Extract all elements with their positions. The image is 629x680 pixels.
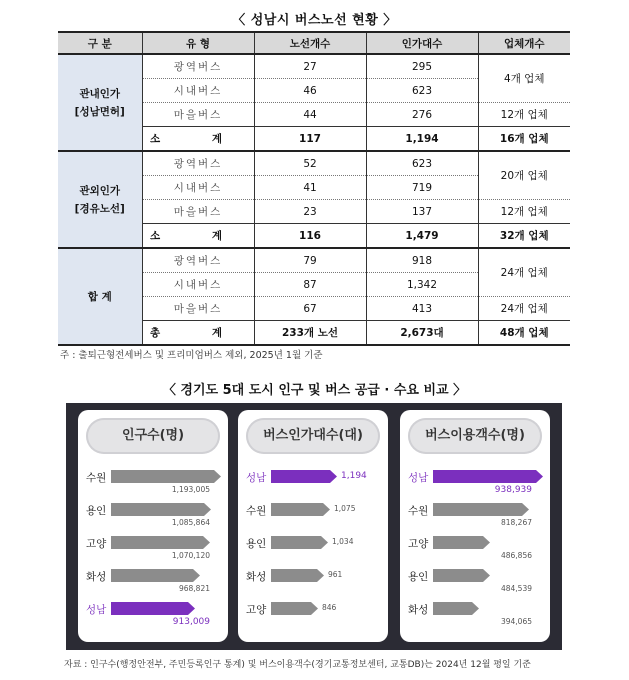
bar-value: 486,856 <box>500 551 532 560</box>
header-routes: 노선개수 <box>254 32 366 54</box>
compare-title: 〈 경기도 5대 도시 인구 및 버스 공급 · 수요 비교 〉 <box>162 383 467 398</box>
routes-cell: 44 <box>254 103 366 127</box>
group-label-line2: [경유노선] <box>74 202 125 215</box>
bar-row <box>78 602 228 638</box>
city-label: 수원 <box>86 472 107 484</box>
vehicles-cell: 918 <box>366 248 478 273</box>
bar-value: 818,267 <box>500 518 532 527</box>
bar-value: 968,821 <box>178 584 210 593</box>
bar <box>433 470 543 483</box>
header-category: 구 분 <box>58 32 142 54</box>
subtotal-label: 소 계 <box>142 224 254 249</box>
bar-value: 1,193,005 <box>171 485 210 494</box>
group-label-line1: 관내인가 <box>79 87 121 100</box>
bar <box>433 503 529 516</box>
subtotal-routes: 116 <box>254 224 366 249</box>
city-label: 성남 <box>246 472 267 484</box>
subtotal-companies: 32개 업체 <box>478 224 570 249</box>
vehicles-cell: 276 <box>366 103 478 127</box>
companies-merged-cell: 4개 업체 <box>478 54 570 103</box>
bar-row <box>238 602 388 638</box>
routes-cell: 27 <box>254 54 366 79</box>
routes-cell: 41 <box>254 176 366 200</box>
vehicles-cell: 719 <box>366 176 478 200</box>
city-label: 용인 <box>246 538 267 550</box>
city-label: 화성 <box>86 571 107 583</box>
type-cell: 마을버스 <box>142 103 254 127</box>
bar-value: 1,194 <box>341 471 367 481</box>
table-row <box>58 151 570 176</box>
vehicles-cell: 623 <box>366 79 478 103</box>
group-label-line2: [성남면허] <box>74 105 125 118</box>
companies-merged-cell: 24개 업체 <box>478 248 570 297</box>
bar-value: 1,034 <box>332 537 354 546</box>
header-vehicles: 인가대수 <box>366 32 478 54</box>
bar-row <box>238 569 388 605</box>
bar-value: 938,939 <box>494 485 532 495</box>
routes-title: 〈 성남시 버스노선 현황 〉 <box>232 13 397 28</box>
companies-merged-cell: 20개 업체 <box>478 151 570 200</box>
table-header-row <box>58 32 570 54</box>
vehicles-cell: 623 <box>366 151 478 176</box>
type-cell: 시내버스 <box>142 79 254 103</box>
routes-cell: 46 <box>254 79 366 103</box>
bus-vehicles-title: 버스인가대수(대) <box>246 418 380 454</box>
type-cell: 마을버스 <box>142 200 254 224</box>
table-row <box>58 248 570 273</box>
companies-cell: 24개 업체 <box>478 297 570 321</box>
group-label <box>58 151 142 248</box>
bar <box>111 470 221 483</box>
subtotal-label: 소 계 <box>142 127 254 152</box>
vehicles-cell: 1,342 <box>366 273 478 297</box>
header-companies: 업체개수 <box>478 32 570 54</box>
city-label: 화성 <box>246 571 267 583</box>
bar-value: 961 <box>328 570 343 579</box>
bar <box>433 569 490 582</box>
subtotal-label: 총 계 <box>142 321 254 346</box>
routes-footnote: 주 : 출퇴근형전세버스 및 프리미엄버스 제외, 2025년 1월 기준 <box>60 350 323 361</box>
bar-row <box>400 503 550 539</box>
city-label: 용인 <box>86 505 107 517</box>
bar-row <box>400 536 550 572</box>
city-label: 성남 <box>408 472 429 484</box>
routes-cell: 23 <box>254 200 366 224</box>
bar <box>111 503 211 516</box>
subtotal-routes: 117 <box>254 127 366 152</box>
bar-row <box>78 470 228 506</box>
bus-passengers-title: 버스이용객수(명) <box>408 418 542 454</box>
bar-row <box>238 470 388 506</box>
group-label <box>58 54 142 151</box>
bar <box>271 536 328 549</box>
type-cell: 광역버스 <box>142 151 254 176</box>
vehicles-cell: 137 <box>366 200 478 224</box>
population-panel <box>78 410 228 642</box>
city-label: 수원 <box>246 505 267 517</box>
routes-cell: 79 <box>254 248 366 273</box>
companies-cell: 12개 업체 <box>478 103 570 127</box>
bar <box>433 536 490 549</box>
header-type: 유 형 <box>142 32 254 54</box>
vehicles-cell: 295 <box>366 54 478 79</box>
bar <box>111 536 210 549</box>
bar <box>433 602 479 615</box>
bar-row <box>78 569 228 605</box>
bar <box>271 602 318 615</box>
city-label: 수원 <box>408 505 429 517</box>
type-cell: 광역버스 <box>142 248 254 273</box>
routes-cell: 67 <box>254 297 366 321</box>
city-label: 고양 <box>246 604 267 616</box>
type-cell: 마을버스 <box>142 297 254 321</box>
bus-vehicles-panel <box>238 410 388 642</box>
bar-row <box>238 503 388 539</box>
city-label: 화성 <box>408 604 429 616</box>
bar-value: 846 <box>322 603 337 612</box>
subtotal-companies: 48개 업체 <box>478 321 570 346</box>
companies-cell: 12개 업체 <box>478 200 570 224</box>
subtotal-companies: 16개 업체 <box>478 127 570 152</box>
bar <box>111 569 200 582</box>
subtotal-routes: 233개 노선 <box>254 321 366 346</box>
type-cell: 시내버스 <box>142 273 254 297</box>
type-cell: 시내버스 <box>142 176 254 200</box>
vehicles-cell: 413 <box>366 297 478 321</box>
group-label-line1: 관외인가 <box>79 184 121 197</box>
bar-value: 394,065 <box>500 617 532 626</box>
city-label: 고양 <box>86 538 107 550</box>
bar-value: 913,009 <box>172 617 210 627</box>
bus-passengers-panel <box>400 410 550 642</box>
population-title: 인구수(명) <box>86 418 220 454</box>
bar <box>271 470 337 483</box>
bar <box>271 569 324 582</box>
routes-cell: 52 <box>254 151 366 176</box>
bar-value: 1,070,120 <box>171 551 210 560</box>
bus-routes-table <box>58 31 570 346</box>
group-label-line1: 합 계 <box>87 290 112 303</box>
group-label <box>58 248 142 345</box>
bar-value: 1,085,864 <box>171 518 210 527</box>
city-label: 용인 <box>408 571 429 583</box>
bar <box>271 503 330 516</box>
bar-row <box>238 536 388 572</box>
bar-row <box>400 569 550 605</box>
city-label: 성남 <box>86 604 107 616</box>
bar-row <box>400 470 550 506</box>
bar-value: 484,539 <box>500 584 532 593</box>
subtotal-vehicles: 1,194 <box>366 127 478 152</box>
table-row <box>58 54 570 79</box>
subtotal-vehicles: 1,479 <box>366 224 478 249</box>
bar-row <box>400 602 550 638</box>
routes-cell: 87 <box>254 273 366 297</box>
subtotal-vehicles: 2,673대 <box>366 321 478 346</box>
bar-value: 1,075 <box>334 504 356 513</box>
city-label: 고양 <box>408 538 429 550</box>
bar <box>111 602 195 615</box>
type-cell: 광역버스 <box>142 54 254 79</box>
bar-row <box>78 503 228 539</box>
bar-row <box>78 536 228 572</box>
source-note: 자료 : 인구수(행정안전부, 주민등록인구 통계) 및 버스이용객수(경기교통정보센터, 교통DB)는 2024년 12월 평일 기준 <box>64 660 531 670</box>
